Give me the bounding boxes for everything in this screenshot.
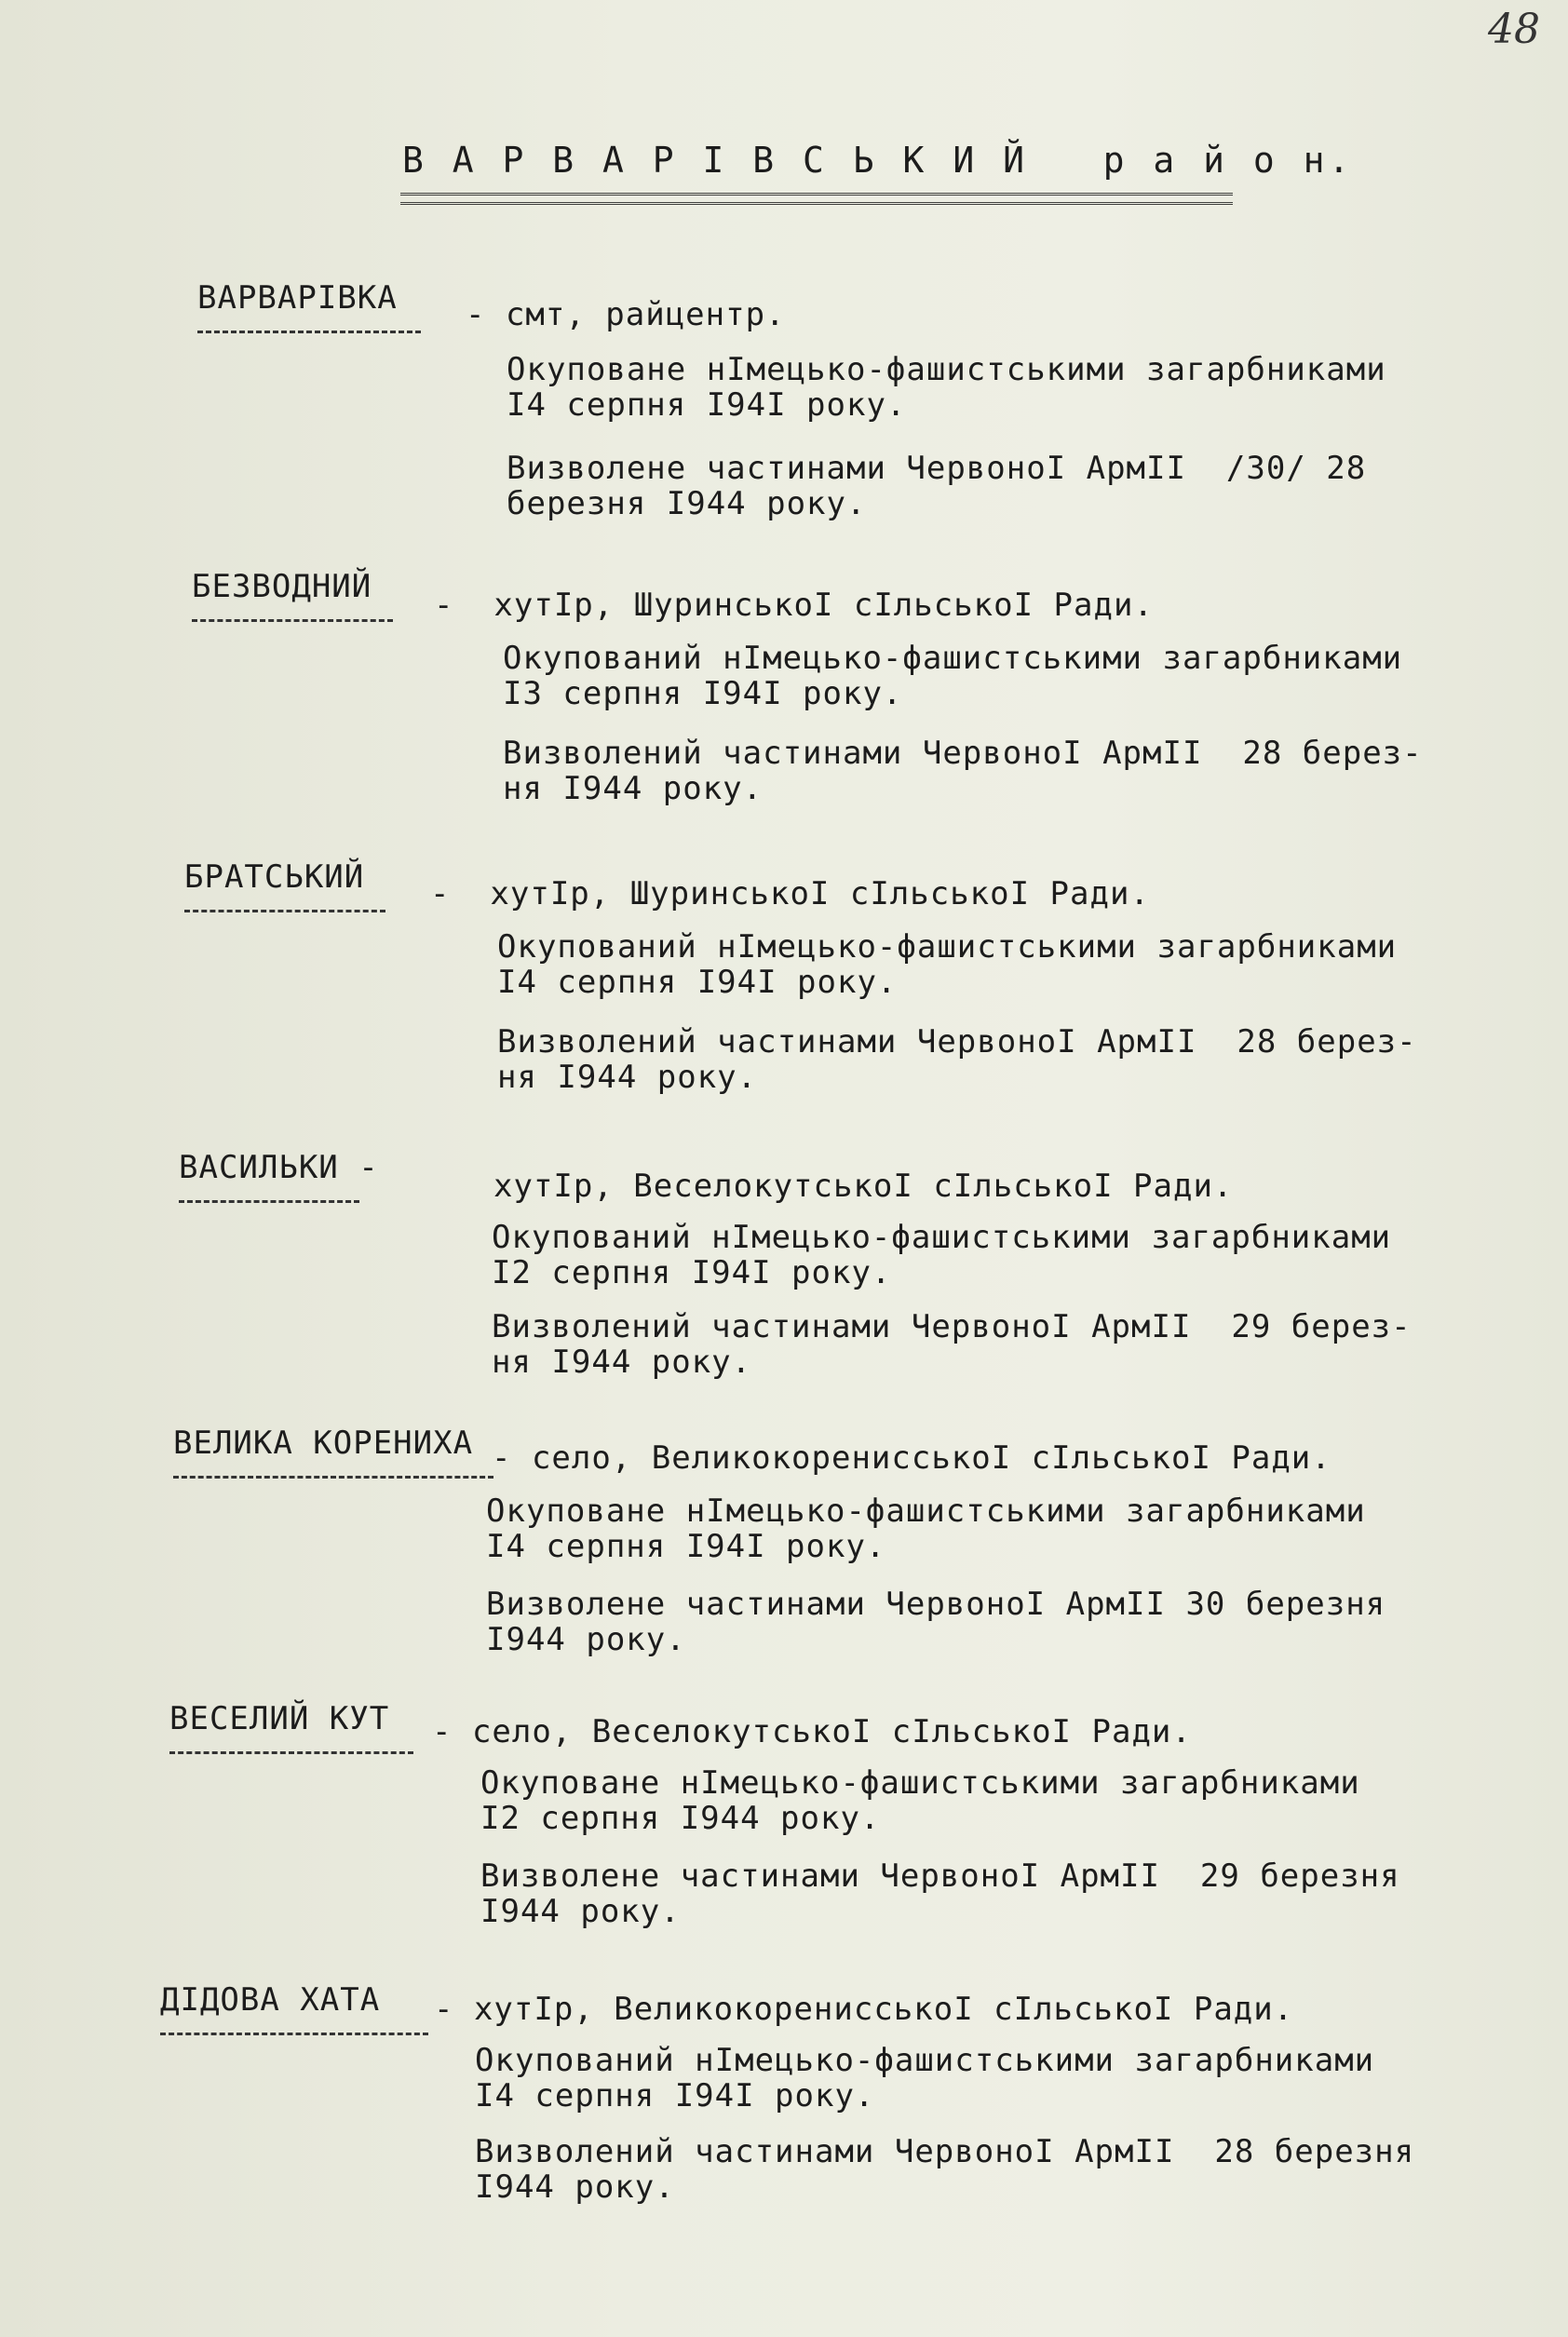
settlement-type: - смт, райцентр. bbox=[466, 296, 786, 333]
name-underline bbox=[184, 905, 385, 912]
name-underline bbox=[197, 326, 421, 333]
name-underline bbox=[179, 1196, 359, 1203]
occupation-text: Окупований нІмецько-фашистськими загарбниками I4 серпня I94I року. bbox=[475, 2042, 1375, 2114]
liberation-text: Визволене частинами ЧервоноI АрмII /30/ 28 березня I944 року. bbox=[507, 450, 1367, 522]
settlement-name: БЕЗВОДНИЙ bbox=[192, 568, 372, 605]
settlement-name: ВЕЛИКА КОРЕНИХА bbox=[173, 1425, 474, 1462]
name-underline bbox=[169, 1747, 413, 1754]
settlement-name: ВАРВАРІВКА bbox=[197, 279, 398, 317]
occupation-text: Окуповане нІмецько-фашистськими загарбниками I4 серпня I94I року. bbox=[507, 351, 1386, 424]
settlement-name: БРАТСЬКИЙ bbox=[184, 858, 365, 896]
occupation-text: Окупований нІмецько-фашистськими загарбниками I3 серпня I94I року. bbox=[503, 640, 1403, 712]
settlement-type: - село, ВеселокутськоI сIльськоI Ради. bbox=[432, 1713, 1192, 1750]
liberation-text: Визволений частинами ЧервоноI АрмII 29 берез- ня I944 року. bbox=[492, 1308, 1412, 1381]
folio-number: 48 bbox=[1488, 6, 1540, 53]
liberation-text: Визволене частинами ЧервоноI АрмII 30 березня I944 року. bbox=[486, 1586, 1386, 1658]
settlement-type: - хутIр, ШуринськоI сIльськоI Ради. bbox=[430, 875, 1150, 912]
liberation-text: Визволений частинами ЧервоноI АрмII 28 березня I944 року. bbox=[475, 2133, 1415, 2206]
liberation-text: Визволений частинами ЧервоноI АрмII 28 берез- ня I944 року. bbox=[503, 735, 1423, 807]
settlement-name: ДІДОВА ХАТА bbox=[160, 1981, 381, 2019]
name-underline bbox=[192, 615, 393, 622]
name-underline bbox=[173, 1471, 493, 1479]
settlement-name: ВЕСЕЛИЙ КУТ bbox=[169, 1700, 390, 1737]
settlement-type: - село, ВеликокоренисськоI сIльськоI Ради. bbox=[492, 1439, 1331, 1477]
occupation-text: Окуповане нІмецько-фашистськими загарбниками I4 серпня I94I року. bbox=[486, 1493, 1366, 1565]
occupation-text: Окуповане нІмецько-фашистськими загарбниками I2 серпня I944 року. bbox=[480, 1764, 1360, 1837]
settlement-type: - хутIр, ВеликокоренисськоI сIльськоI Ради. bbox=[434, 1991, 1294, 2028]
settlement-type: хутIр, ВеселокутськоI сIльськоI Ради. bbox=[493, 1168, 1234, 1205]
liberation-text: Визволене частинами ЧервоноI АрмII 29 березня I944 року. bbox=[480, 1857, 1400, 1930]
occupation-text: Окупований нІмецько-фашистськими загарбниками I2 серпня I94I року. bbox=[492, 1219, 1392, 1291]
occupation-text: Окупований нІмецько-фашистськими загарбниками I4 серпня I94I року. bbox=[497, 928, 1398, 1001]
title-double-underline bbox=[400, 193, 1233, 205]
page-title: В А Р В А Р І В С Ь К И Й р а й о н. bbox=[402, 140, 1354, 181]
settlement-type: - хутIр, ШуринськоI сIльськоI Ради. bbox=[434, 587, 1154, 624]
settlement-name: ВАСИЛЬКИ - bbox=[179, 1149, 379, 1186]
liberation-text: Визволений частинами ЧервоноI АрмII 28 берез- ня I944 року. bbox=[497, 1023, 1417, 1096]
name-underline bbox=[160, 2028, 428, 2035]
